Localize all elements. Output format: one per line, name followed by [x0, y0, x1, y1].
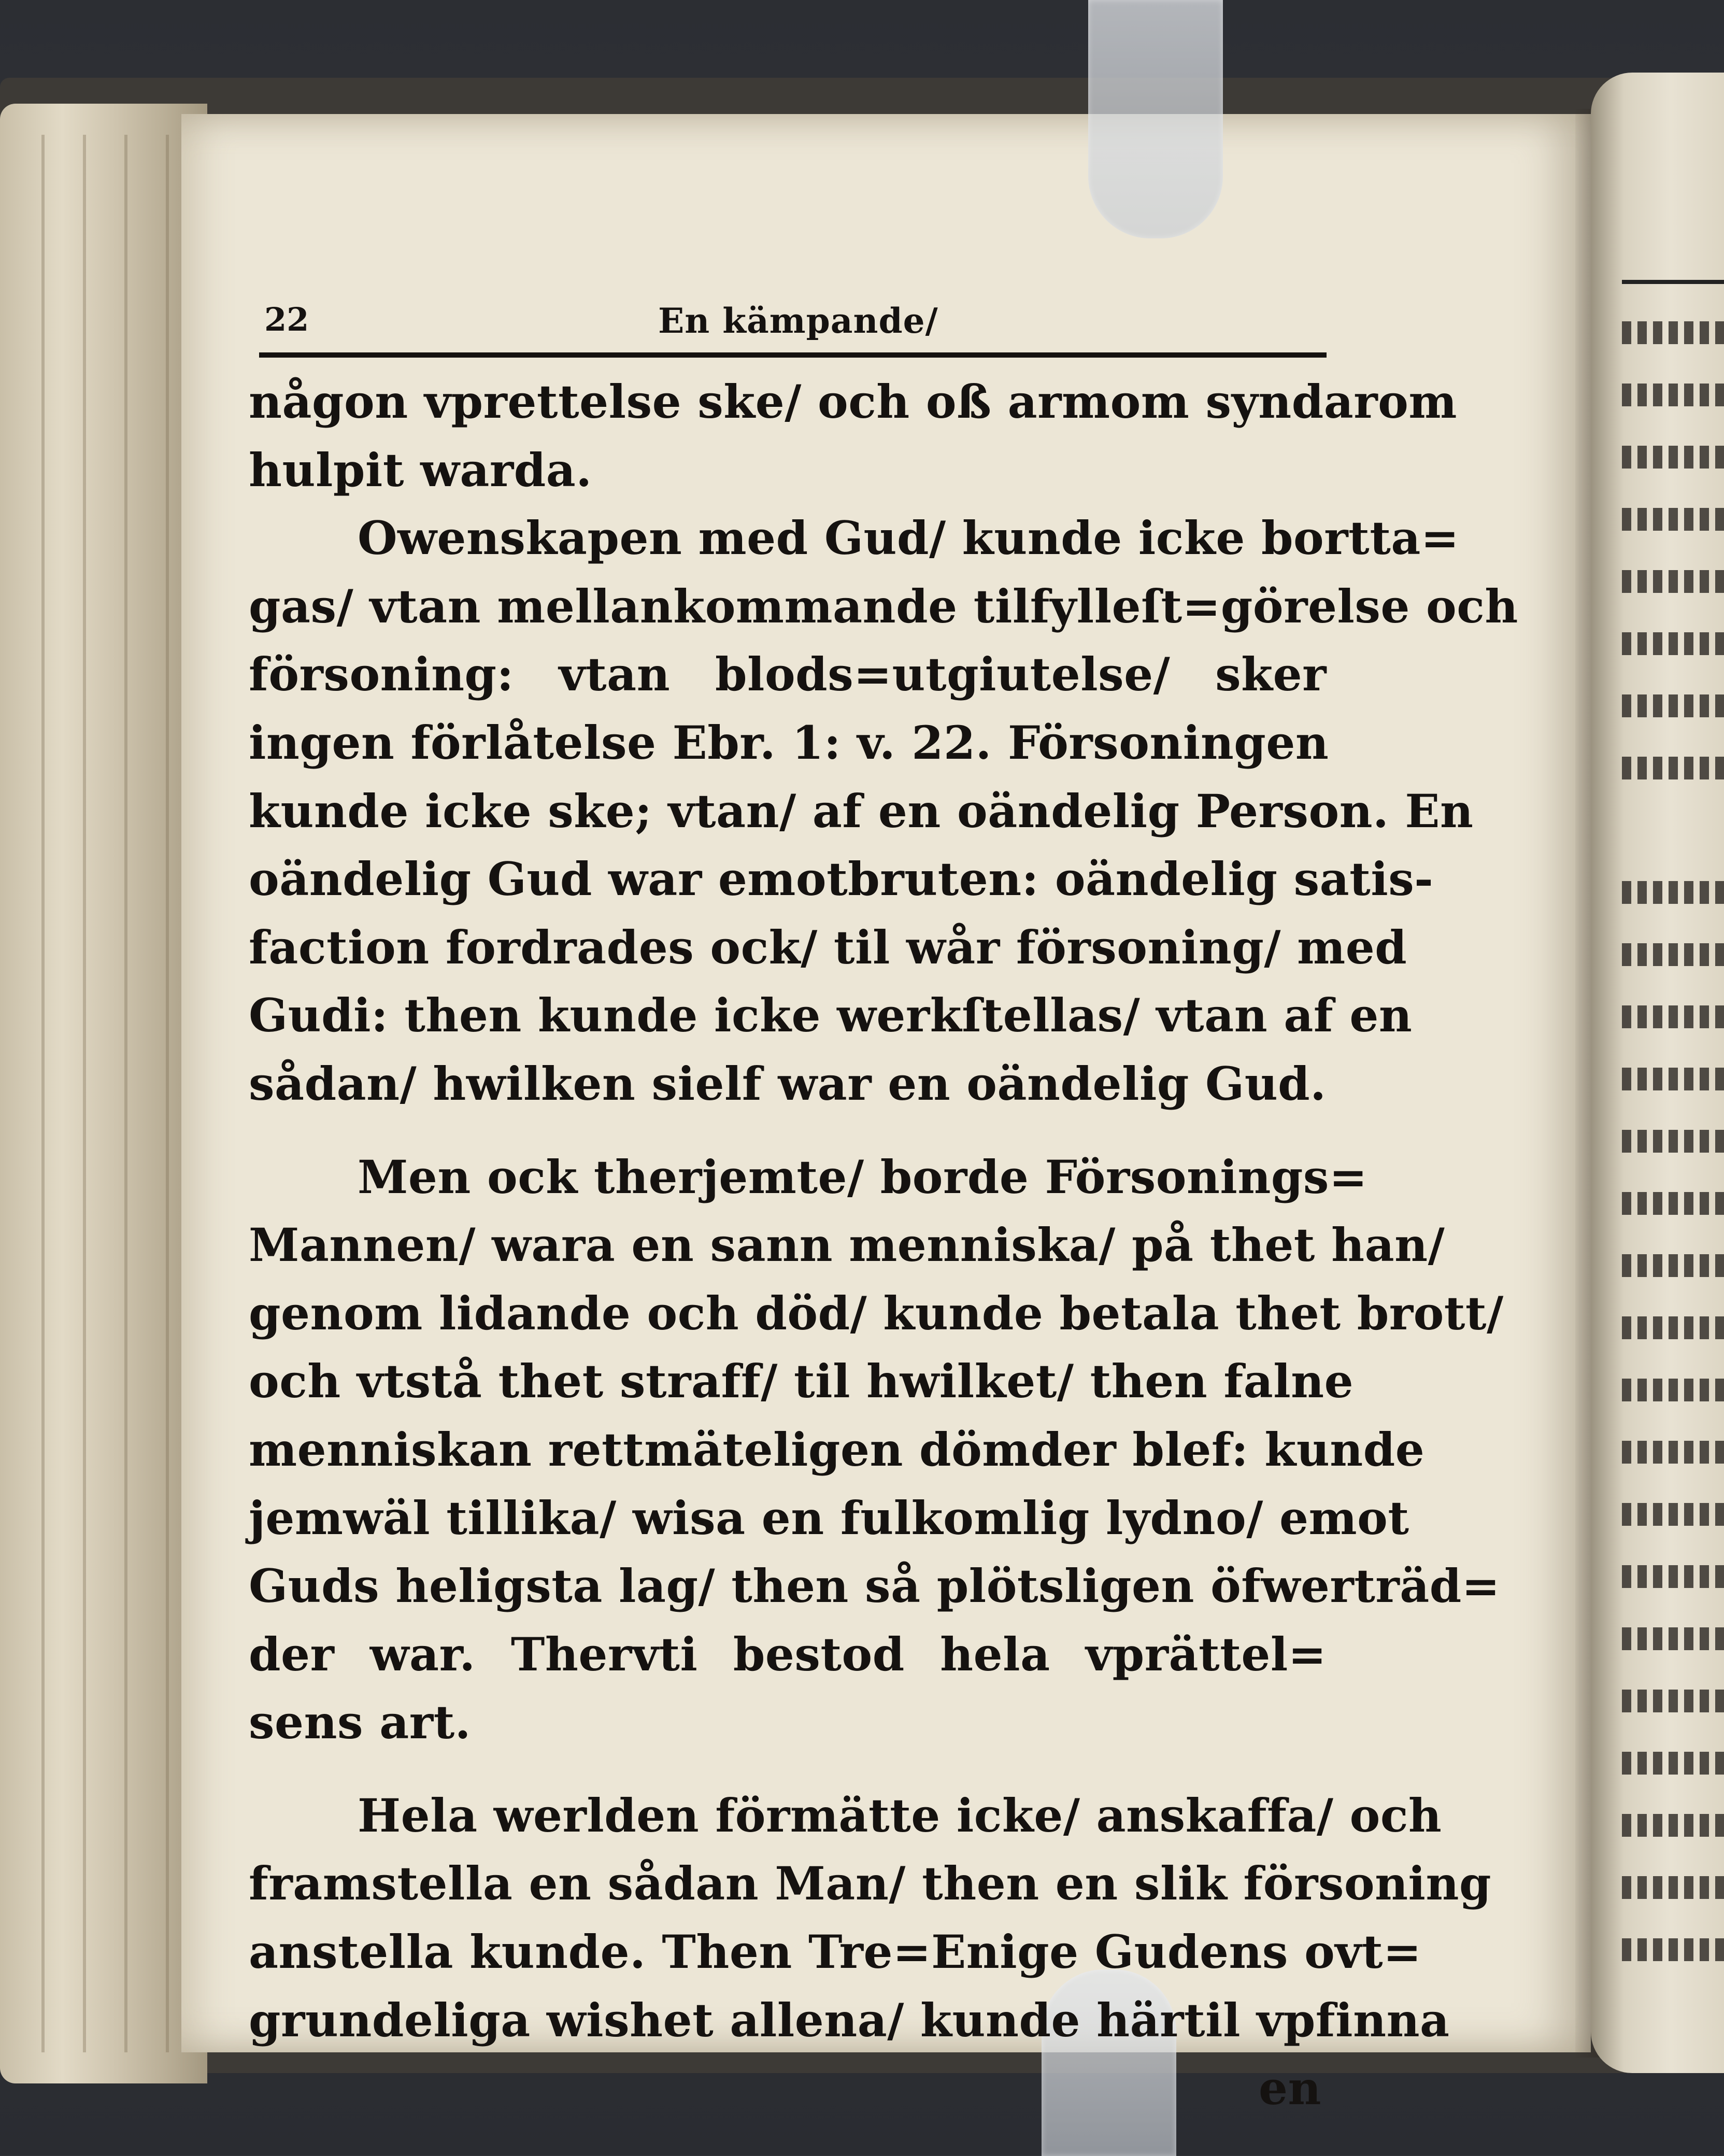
text-line: Gudi: then kunde icke werkſtellas/ vtan af en	[249, 988, 1413, 1043]
facing-page-edge	[1591, 73, 1724, 2073]
text-line: ingen förlåtelse Ebr. 1: v. 22. Försoningen	[249, 715, 1329, 770]
running-title: En kämpande/	[658, 301, 938, 341]
paragraph-gap	[249, 1118, 1327, 1143]
text-line: menniskan rettmäteligen dömder blef: kunde	[249, 1422, 1425, 1477]
text-line: der war. Thervti bestod hela vprättel=	[249, 1627, 1327, 1681]
text-line: Owenskapen med Gud/ kunde icke bortta=	[358, 511, 1460, 565]
text-line: jemwäl tillika/ wisa en fulkomlig lydno/ emot	[249, 1491, 1409, 1545]
text-line: Mannen/ wara en sann menniska/ på thet han/	[249, 1218, 1445, 1272]
text-line: kunde icke ske; vtan/ af en oändelig Person. En	[249, 784, 1474, 838]
text-line: någon vprettelse ske/ och oß armom syndarom	[249, 375, 1457, 429]
text-line: försoning: vtan blods=utgiutelse/ sker	[249, 647, 1327, 702]
page-stack-left	[0, 104, 207, 2083]
text-line: anstella kunde. Then Tre=Enige Gudens ovt=	[249, 1925, 1422, 1979]
text-line: grundeliga wishet allena/ kunde härtil vpfinna	[249, 1993, 1450, 2047]
text-line: faction fordrades ock/ til wår försoning/ med	[249, 920, 1407, 974]
text-line: genom lidande och död/ kunde betala thet brott/	[249, 1286, 1504, 1340]
text-line: sådan/ hwilken sielf war en oändelig Gud.	[249, 1056, 1327, 1111]
page-clip-top	[1088, 0, 1223, 238]
head-rule	[259, 352, 1327, 358]
paragraph	[249, 504, 1518, 1118]
text-line: sens art.	[249, 1695, 471, 1750]
text-line: Hela werlden förmätte icke/ anskaffa/ och	[358, 1788, 1442, 1842]
paragraph	[249, 1782, 1491, 2054]
paragraph	[249, 1143, 1504, 1757]
body-text	[249, 368, 1518, 2123]
paragraph	[249, 368, 1457, 504]
text-line: gas/ vtan mellankommande tilfylleſt=görelse och	[249, 579, 1518, 633]
text-block	[249, 290, 1518, 2123]
text-line: och vtstå thet straff/ til hwilket/ then falne	[249, 1354, 1354, 1409]
page-number: 22	[264, 301, 309, 338]
text-line: Guds heligsta lag/ then så plötsligen öfwerträd=	[249, 1559, 1501, 1613]
running-head	[249, 290, 1327, 352]
text-line: framstella en sådan Man/ then en slik försoning	[249, 1856, 1491, 1911]
text-line: oändelig Gud war emotbruten: oändelig satis-	[249, 852, 1434, 906]
catchword: en	[1259, 2061, 1321, 2116]
paragraph-gap	[249, 1757, 1327, 1782]
text-line: hulpit warda.	[249, 443, 592, 497]
text-line: Men ock therjemte/ borde Försonings=	[358, 1150, 1368, 1204]
